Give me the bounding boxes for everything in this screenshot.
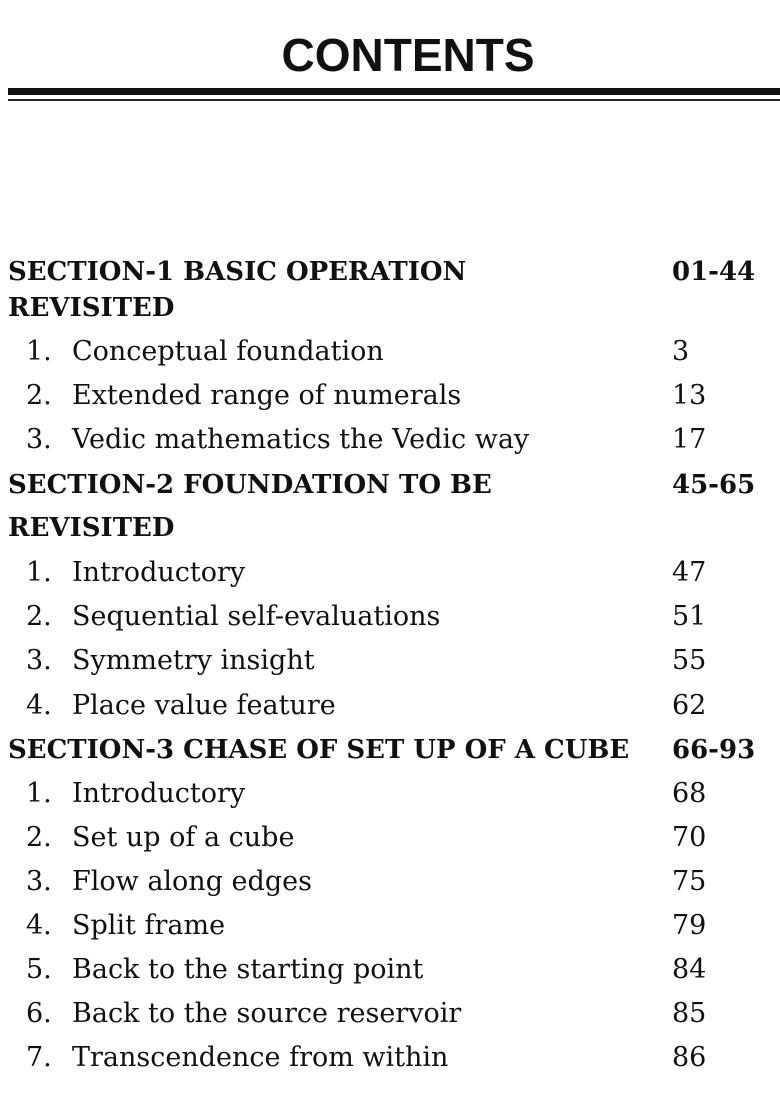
toc-entry <box>0 639 780 683</box>
toc-entry <box>0 1036 780 1080</box>
entry-title: Back to the source reservoir <box>72 998 462 1029</box>
toc-entry <box>0 684 780 728</box>
toc-section-heading <box>0 463 780 507</box>
toc-section-heading <box>0 506 780 550</box>
entry-number: 6. <box>26 998 52 1029</box>
toc-entry <box>0 772 780 816</box>
entry-title: Place value feature <box>72 690 336 721</box>
entry-number: 5. <box>26 954 52 985</box>
entry-number: 1. <box>26 778 52 809</box>
toc-entry <box>0 860 780 904</box>
entry-title: Split frame <box>72 910 226 941</box>
page-number: 84 <box>672 954 707 985</box>
toc-entry <box>0 551 780 595</box>
entry-number: 2. <box>26 380 52 411</box>
entry-number: 1. <box>26 336 52 367</box>
toc-entry <box>0 595 780 639</box>
page-number: 01-44 <box>672 257 756 287</box>
section-title: SECTION-2 FOUNDATION TO BE <box>8 470 492 500</box>
page-number: 17 <box>672 424 707 455</box>
toc-entry <box>0 418 780 462</box>
page-number: 75 <box>672 866 707 897</box>
entry-title: Transcendence from within <box>72 1042 449 1073</box>
entry-title: Symmetry insight <box>72 645 315 676</box>
entry-title: Sequential self-evaluations <box>72 601 441 632</box>
entry-number: 3. <box>26 424 52 455</box>
entry-number: 2. <box>26 822 52 853</box>
toc-section-heading <box>0 728 780 772</box>
entry-number: 3. <box>26 866 52 897</box>
page-number: 68 <box>672 778 707 809</box>
toc-entry <box>0 948 780 992</box>
entry-title: Flow along edges <box>72 866 312 897</box>
entry-title: Introductory <box>72 557 246 588</box>
page-number: 85 <box>672 998 707 1029</box>
page-number: 51 <box>672 601 707 632</box>
title-rule-thick <box>8 88 780 95</box>
toc-section-heading <box>0 286 780 330</box>
entry-title: Back to the starting point <box>72 954 424 985</box>
section-title: SECTION-1 BASIC OPERATION <box>8 257 467 287</box>
section-title: SECTION-3 CHASE OF SET UP OF A CUBE <box>8 735 630 765</box>
toc-entry <box>0 374 780 418</box>
page-number: 47 <box>672 557 707 588</box>
toc-entry <box>0 904 780 948</box>
page-number: 45-65 <box>672 470 756 500</box>
toc-entry <box>0 330 780 374</box>
entry-number: 4. <box>26 690 52 721</box>
toc-entry <box>0 816 780 860</box>
entry-number: 3. <box>26 645 52 676</box>
entry-title: Extended range of numerals <box>72 380 462 411</box>
page-number: 3 <box>672 336 690 367</box>
page-number: 86 <box>672 1042 707 1073</box>
entry-number: 1. <box>26 557 52 588</box>
title-rule-thin <box>8 99 780 101</box>
entry-title: Set up of a cube <box>72 822 295 853</box>
section-title: REVISITED <box>8 513 175 543</box>
entry-number: 4. <box>26 910 52 941</box>
entry-number: 2. <box>26 601 52 632</box>
page-number: 62 <box>672 690 707 721</box>
page-number: 79 <box>672 910 707 941</box>
toc-entry <box>0 992 780 1036</box>
entry-number: 7. <box>26 1042 52 1073</box>
page-number: 55 <box>672 645 707 676</box>
page-number: 66-93 <box>672 735 756 765</box>
page-number: 70 <box>672 822 707 853</box>
page-title: CONTENTS <box>281 29 535 81</box>
section-title: REVISITED <box>8 293 175 323</box>
entry-title: Introductory <box>72 778 246 809</box>
page-number: 13 <box>672 380 707 411</box>
entry-title: Vedic mathematics the Vedic way <box>72 424 530 455</box>
entry-title: Conceptual foundation <box>72 336 384 367</box>
